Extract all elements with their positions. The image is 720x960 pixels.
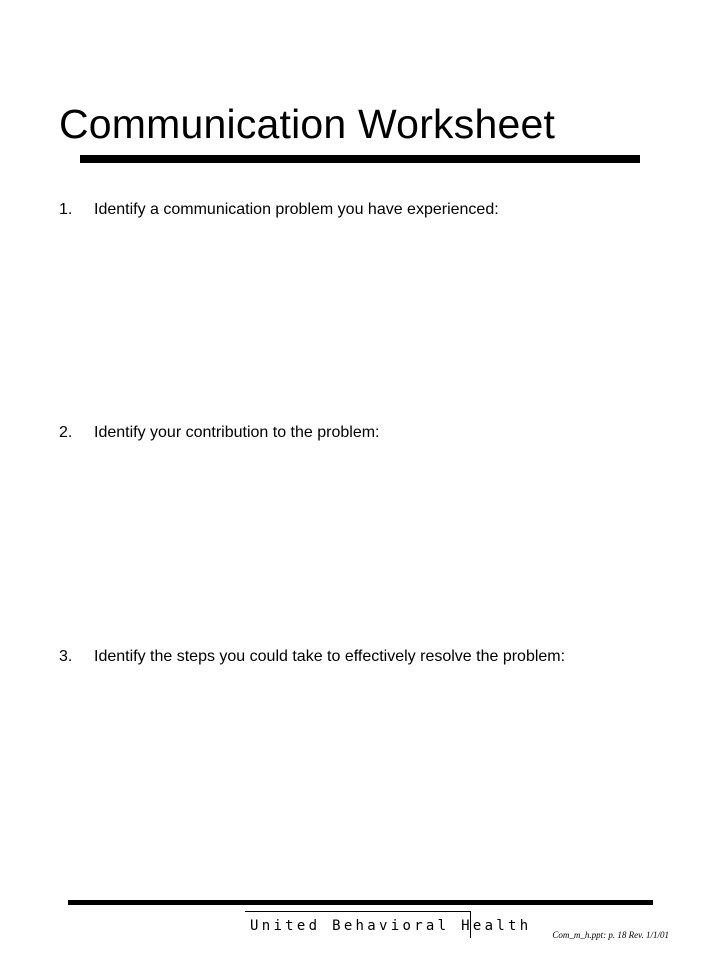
question-number: 3. (59, 648, 73, 665)
footer-divider (68, 900, 653, 905)
title-underline (80, 155, 640, 163)
question-1 (59, 200, 499, 220)
question-text: Identify a communication problem you have experienced: (94, 201, 499, 218)
company-logo: United Behavioral Health (245, 911, 471, 938)
question-text: Identify your contribution to the problem: (94, 424, 380, 441)
question-number: 2. (59, 424, 73, 441)
document-reference: Com_m_h.ppt: p. 18 Rev. 1/1/01 (552, 930, 669, 940)
page-title: Communication Worksheet (59, 101, 556, 147)
question-text: Identify the steps you could take to effectively resolve the problem: (94, 648, 566, 665)
question-3 (59, 647, 565, 667)
question-2 (59, 423, 380, 443)
question-number: 1. (59, 201, 73, 218)
